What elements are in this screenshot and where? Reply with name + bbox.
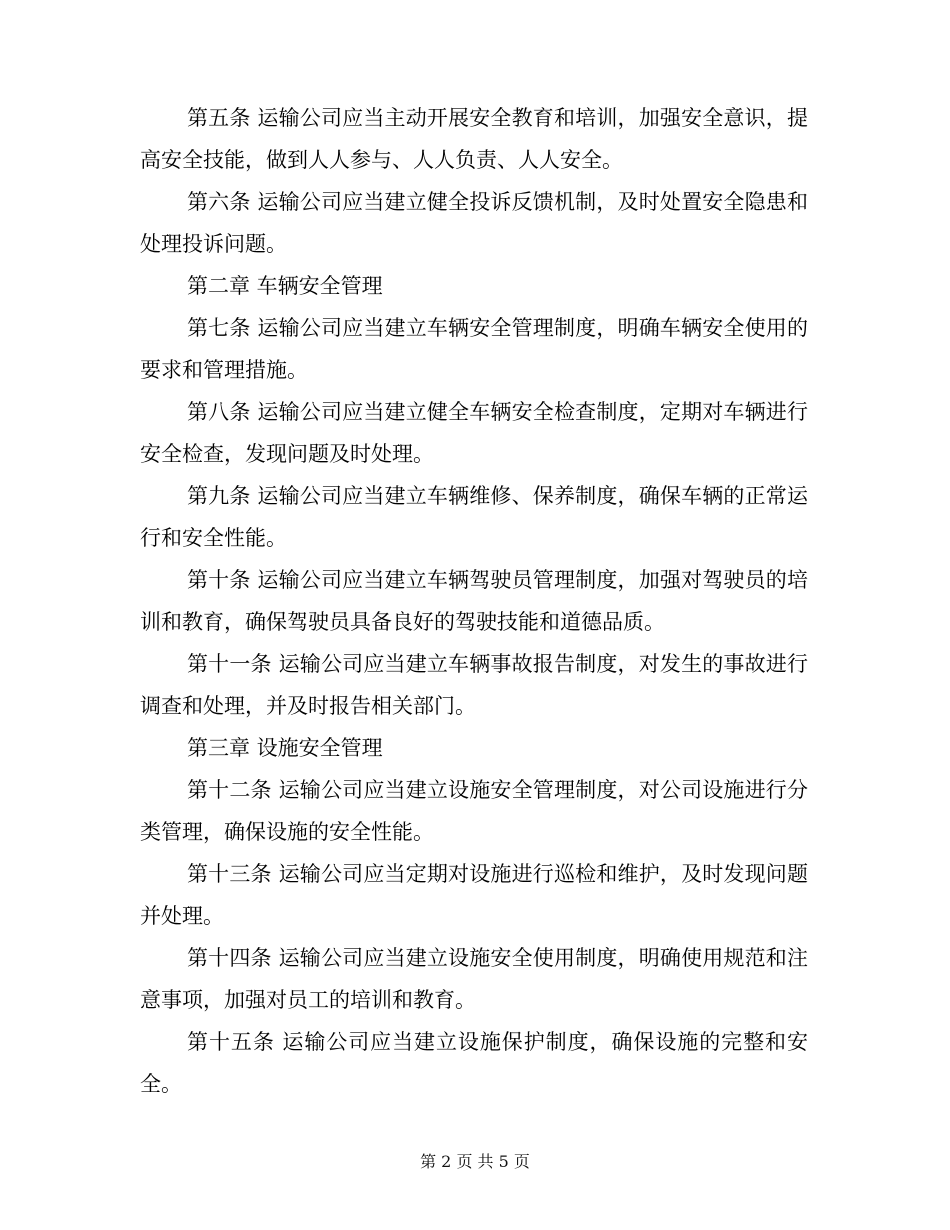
article-8: 第八条 运输公司应当建立健全车辆安全检查制度，定期对车辆进行安全检查，发现问题及时处理。 <box>140 400 808 466</box>
article-14: 第十四条 运输公司应当建立设施安全使用制度，明确使用规范和注意事项，加强对员工的培训和教育。 <box>140 946 808 1012</box>
article-10: 第十条 运输公司应当建立车辆驾驶员管理制度，加强对驾驶员的培训和教育，确保驾驶员具备良好的驾驶技能和道德品质。 <box>140 568 808 634</box>
article-15: 第十五条 运输公司应当建立设施保护制度，确保设施的完整和安全。 <box>140 1030 808 1096</box>
article-7: 第七条 运输公司应当建立车辆安全管理制度，明确车辆安全使用的要求和管理措施。 <box>140 316 808 382</box>
article-9: 第九条 运输公司应当建立车辆维修、保养制度，确保车辆的正常运行和安全性能。 <box>140 484 808 550</box>
article-12: 第十二条 运输公司应当建立设施安全管理制度，对公司设施进行分类管理，确保设施的安全性能。 <box>140 778 808 844</box>
page-number-footer: 第 2 页 共 5 页 <box>420 1152 530 1171</box>
chapter-3-heading: 第三章 设施安全管理 <box>187 736 383 760</box>
article-6: 第六条 运输公司应当建立健全投诉反馈机制，及时处置安全隐患和处理投诉问题。 <box>140 190 808 256</box>
chapter-2-heading: 第二章 车辆安全管理 <box>187 274 383 298</box>
article-13: 第十三条 运输公司应当定期对设施进行巡检和维护，及时发现问题并处理。 <box>140 862 808 928</box>
document-body <box>140 97 808 1105</box>
article-11: 第十一条 运输公司应当建立车辆事故报告制度，对发生的事故进行调查和处理，并及时报告相关部门。 <box>140 652 808 718</box>
article-5: 第五条 运输公司应当主动开展安全教育和培训，加强安全意识，提高安全技能，做到人人参与、人人负责、人人安全。 <box>140 106 808 172</box>
